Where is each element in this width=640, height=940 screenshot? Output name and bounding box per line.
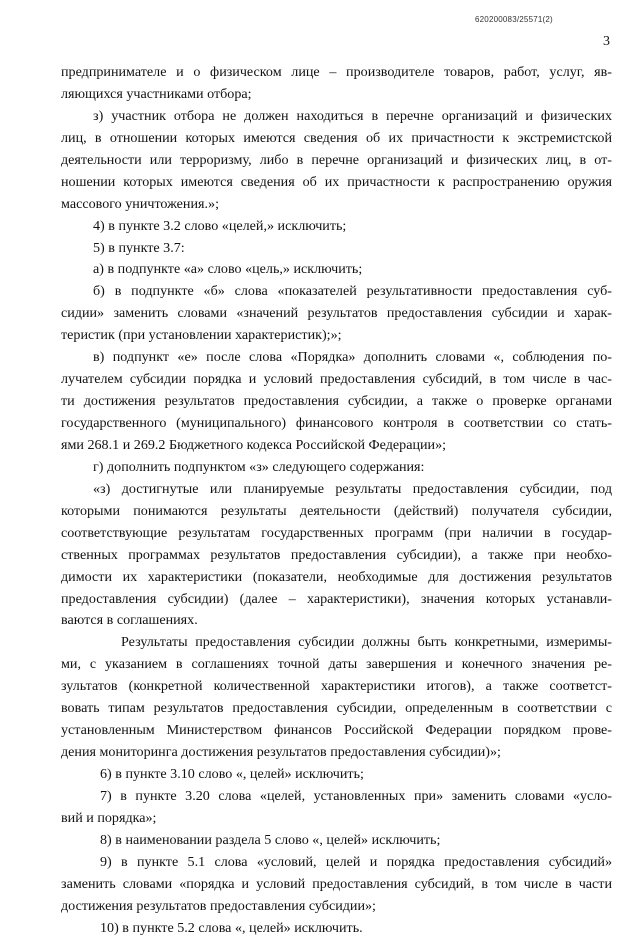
text-line: предпринимателе и о физическом лице – производителе товаров, работ, услуг, яв- — [61, 64, 612, 80]
text-line: теристик (при установлении характеристик);»; — [61, 327, 342, 344]
text-line: 8) в наименовании раздела 5 слово «, целей» исключить; — [100, 831, 441, 848]
text-line: деятельности или терроризму, либо в перечне организаций и физических лиц, в от- — [61, 151, 612, 168]
text-line: вий и порядка»; — [61, 809, 157, 826]
text-line: массового уничтожения.»; — [61, 195, 219, 212]
text-line: ваются в соглашениях. — [61, 612, 198, 629]
text-line: достижения результатов предоставления субсидии»; — [61, 897, 376, 914]
text-line: вовать типам результатов предоставления субсидии, определенным в соответствии с — [61, 700, 612, 717]
text-line: ями 268.1 и 269.2 Бюджетного кодекса Российской Федерации»; — [61, 436, 447, 453]
text-line: а) в подпункте «а» слово «цель,» исключить; — [93, 261, 363, 278]
text-line: в) подпункт «е» после слова «Порядка» дополнить словами «, соблюдения по- — [93, 349, 612, 366]
text-line: лучателем субсидии порядка и условий предоставления субсидий, в том числе в час- — [61, 371, 612, 388]
text-line: ношении которых имеются сведения об их причастности к распространению оружия — [61, 173, 612, 190]
text-line: заменить словами «порядка и условий предоставления субсидий, в том числе в части — [61, 875, 612, 892]
text-line: зультатов (конкретной количественной характеристики итогов), а также соответст- — [61, 678, 612, 695]
text-line: лиц, в отношении которых имеются сведения об их причастности к экстремистской — [61, 129, 612, 146]
text-line: ти достижения результатов предоставления субсидии, а также о проверке органами — [61, 393, 612, 410]
text-line: «з) достигнутые или планируемые результаты предоставления субсидии, под — [93, 480, 612, 497]
text-line: которыми понимаются результаты деятельности (действий) получателя субсидии, — [61, 502, 612, 519]
page-number: 3 — [603, 34, 610, 49]
text-line: 10) в пункте 5.2 слова «, целей» исключить. — [100, 919, 363, 936]
text-line: з) участник отбора не должен находиться в перечне организаций и физических — [93, 107, 612, 124]
text-line: дения мониторинга достижения результатов предоставления субсидии)»; — [61, 744, 501, 761]
text-line: 5) в пункте 3.7: — [93, 239, 185, 256]
text-line: г) дополнить подпунктом «з» следующего содержания: — [93, 458, 425, 475]
text-line: сидии» заменить словами «значений результатов предоставления субсидии и харак- — [61, 305, 612, 322]
text-line: ми, с указанием в соглашениях точной даты завершения и конечного значения ре- — [61, 656, 612, 673]
document-id: 620200083/25571(2) — [475, 15, 553, 24]
text-line: установленным Министерством финансов Российской Федерации порядком прове- — [61, 722, 612, 739]
text-line: государственного (муниципального) финансового контроля в соответствии со стать- — [61, 415, 612, 431]
text-line: 7) в пункте 3.20 слова «целей, установленных при» заменить словами «усло- — [100, 787, 612, 804]
text-line: ляющихся участниками отбора; — [61, 85, 252, 102]
text-line: ственных программах результатов предоставления субсидии), а также при необхо- — [61, 546, 612, 563]
text-line: димости их характеристики (показатели, необходимые для достижения результатов — [61, 568, 612, 585]
text-line: соответствующие результатам государственных программ (при наличии в государ- — [61, 524, 612, 541]
text-line: 6) в пункте 3.10 слово «, целей» исключить; — [100, 766, 364, 782]
text-line: Результаты предоставления субсидии должны быть конкретными, измеримы- — [121, 634, 612, 651]
text-line: б) в подпункте «б» слова «показателей результативности предоставления суб- — [93, 283, 612, 300]
document-body — [61, 62, 612, 940]
text-line: предоставления субсидии) (далее – характеристики), значения которых устанавли- — [61, 590, 612, 607]
text-line: 9) в пункте 5.1 слова «условий, целей и порядка предоставления субсидий» — [100, 853, 612, 870]
text-line: 4) в пункте 3.2 слово «целей,» исключить; — [93, 217, 347, 234]
